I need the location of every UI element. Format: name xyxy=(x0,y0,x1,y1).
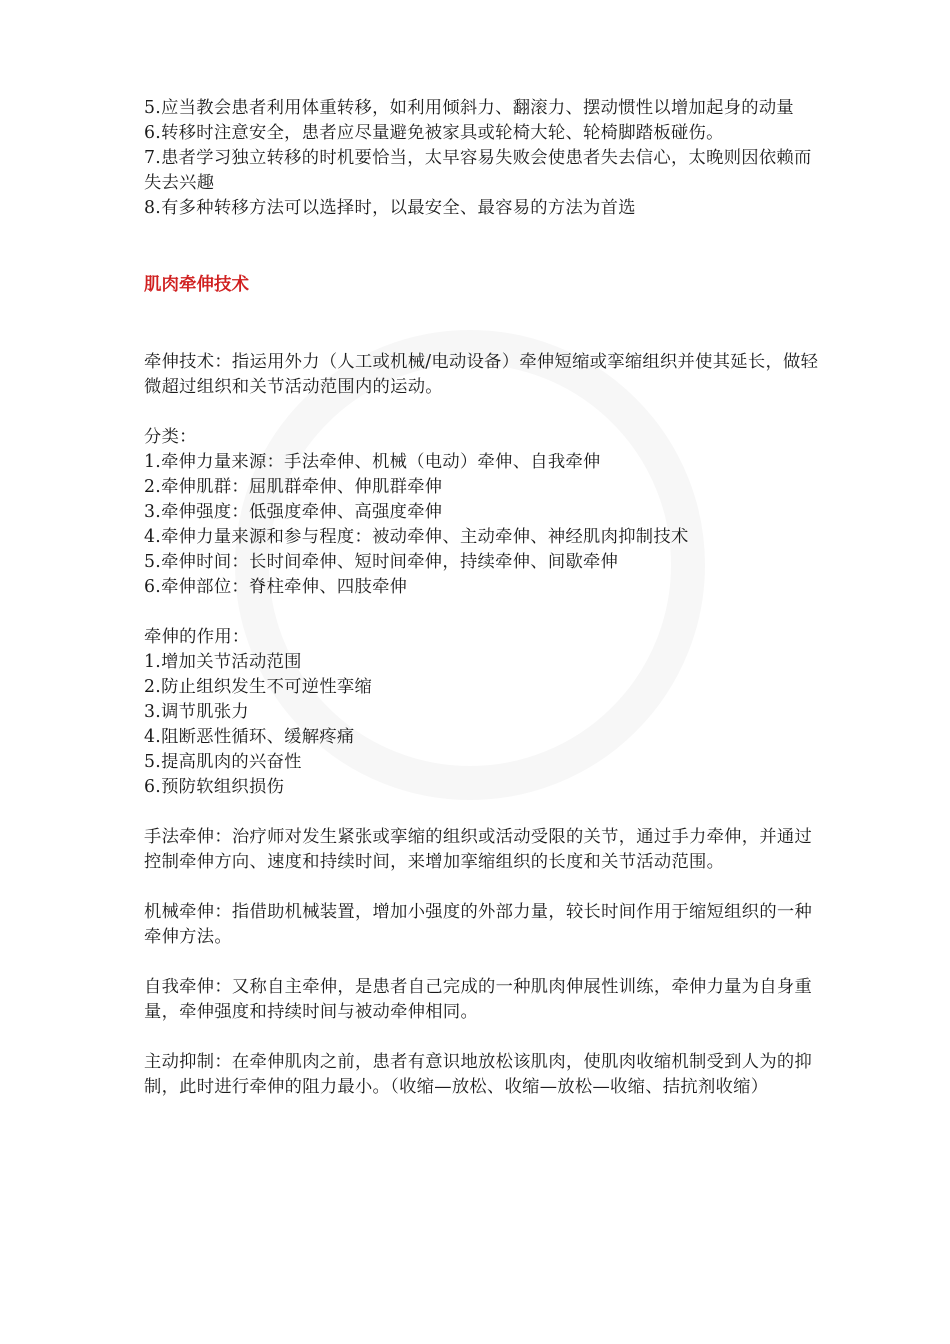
intro-item-6: 6.转移时注意安全，患者应尽量避免被家具或轮椅大轮、轮椅脚踏板碰伤。 xyxy=(144,123,724,143)
effects-item: 5.提高肌肉的兴奋性 xyxy=(144,752,302,772)
definition-paragraph: 牵伸技术：指运用外力（人工或机械/电动设备）牵伸短缩或挛缩组织并使其延长，做轻微超过组织和关节活动范围内的运动。 xyxy=(144,352,819,397)
classification-heading: 分类： xyxy=(144,427,197,447)
effects-heading: 牵伸的作用： xyxy=(144,627,250,647)
effects-list xyxy=(144,625,824,800)
intro-list xyxy=(144,96,824,221)
active-inhibition-paragraph: 主动抑制：在牵伸肌肉之前，患者有意识地放松该肌肉，使肌肉收缩机制受到人为的抑制，此时进行牵伸的阻力最小。（收缩—放松、收缩—放松—收缩、拮抗剂收缩） xyxy=(144,1052,813,1097)
effects-item: 3.调节肌张力 xyxy=(144,702,249,722)
effects-item: 6.预防软组织损伤 xyxy=(144,777,285,797)
effects-item: 4.阻断恶性循环、缓解疼痛 xyxy=(144,727,355,747)
classification-item: 4.牵伸力量来源和参与程度：被动牵伸、主动牵伸、神经肌肉抑制技术 xyxy=(144,527,689,547)
effects-item: 2.防止组织发生不可逆性挛缩 xyxy=(144,677,373,697)
intro-item-5: 5.应当教会患者利用体重转移，如利用倾斜力、翻滚力、摆动惯性以增加起身的动量 xyxy=(144,98,795,118)
self-stretch-paragraph: 自我牵伸：又称自主牵伸，是患者自己完成的一种肌肉伸展性训练，牵伸力量为自身重量，牵伸强度和持续时间与被动牵伸相同。 xyxy=(144,977,813,1022)
intro-item-7: 7.患者学习独立转移的时机要恰当，太早容易失败会使患者失去信心，太晚则因依赖而失去兴趣 xyxy=(144,148,812,193)
classification-item: 6.牵伸部位：脊柱牵伸、四肢牵伸 xyxy=(144,577,408,597)
classification-item: 2.牵伸肌群：屈肌群牵伸、伸肌群牵伸 xyxy=(144,477,443,497)
classification-item: 3.牵伸强度：低强度牵伸、高强度牵伸 xyxy=(144,502,443,522)
manual-stretch-paragraph: 手法牵伸：治疗师对发生紧张或挛缩的组织或活动受限的关节，通过手力牵伸，并通过控制牵伸方向、速度和持续时间，来增加挛缩组织的长度和关节活动范围。 xyxy=(144,827,813,872)
classification-item: 5.牵伸时间：长时间牵伸、短时间牵伸，持续牵伸、间歇牵伸 xyxy=(144,552,619,572)
document-page xyxy=(144,96,824,1100)
intro-item-8: 8.有多种转移方法可以选择时，以最安全、最容易的方法为首选 xyxy=(144,198,636,218)
classification-list xyxy=(144,425,824,600)
classification-item: 1.牵伸力量来源：手法牵伸、机械（电动）牵伸、自我牵伸 xyxy=(144,452,601,472)
effects-item: 1.增加关节活动范围 xyxy=(144,652,302,672)
mechanical-stretch-paragraph: 机械牵伸：指借助机械装置，增加小强度的外部力量，较长时间作用于缩短组织的一种牵伸方法。 xyxy=(144,902,813,947)
section-title: 肌肉牵伸技术 xyxy=(144,275,249,295)
